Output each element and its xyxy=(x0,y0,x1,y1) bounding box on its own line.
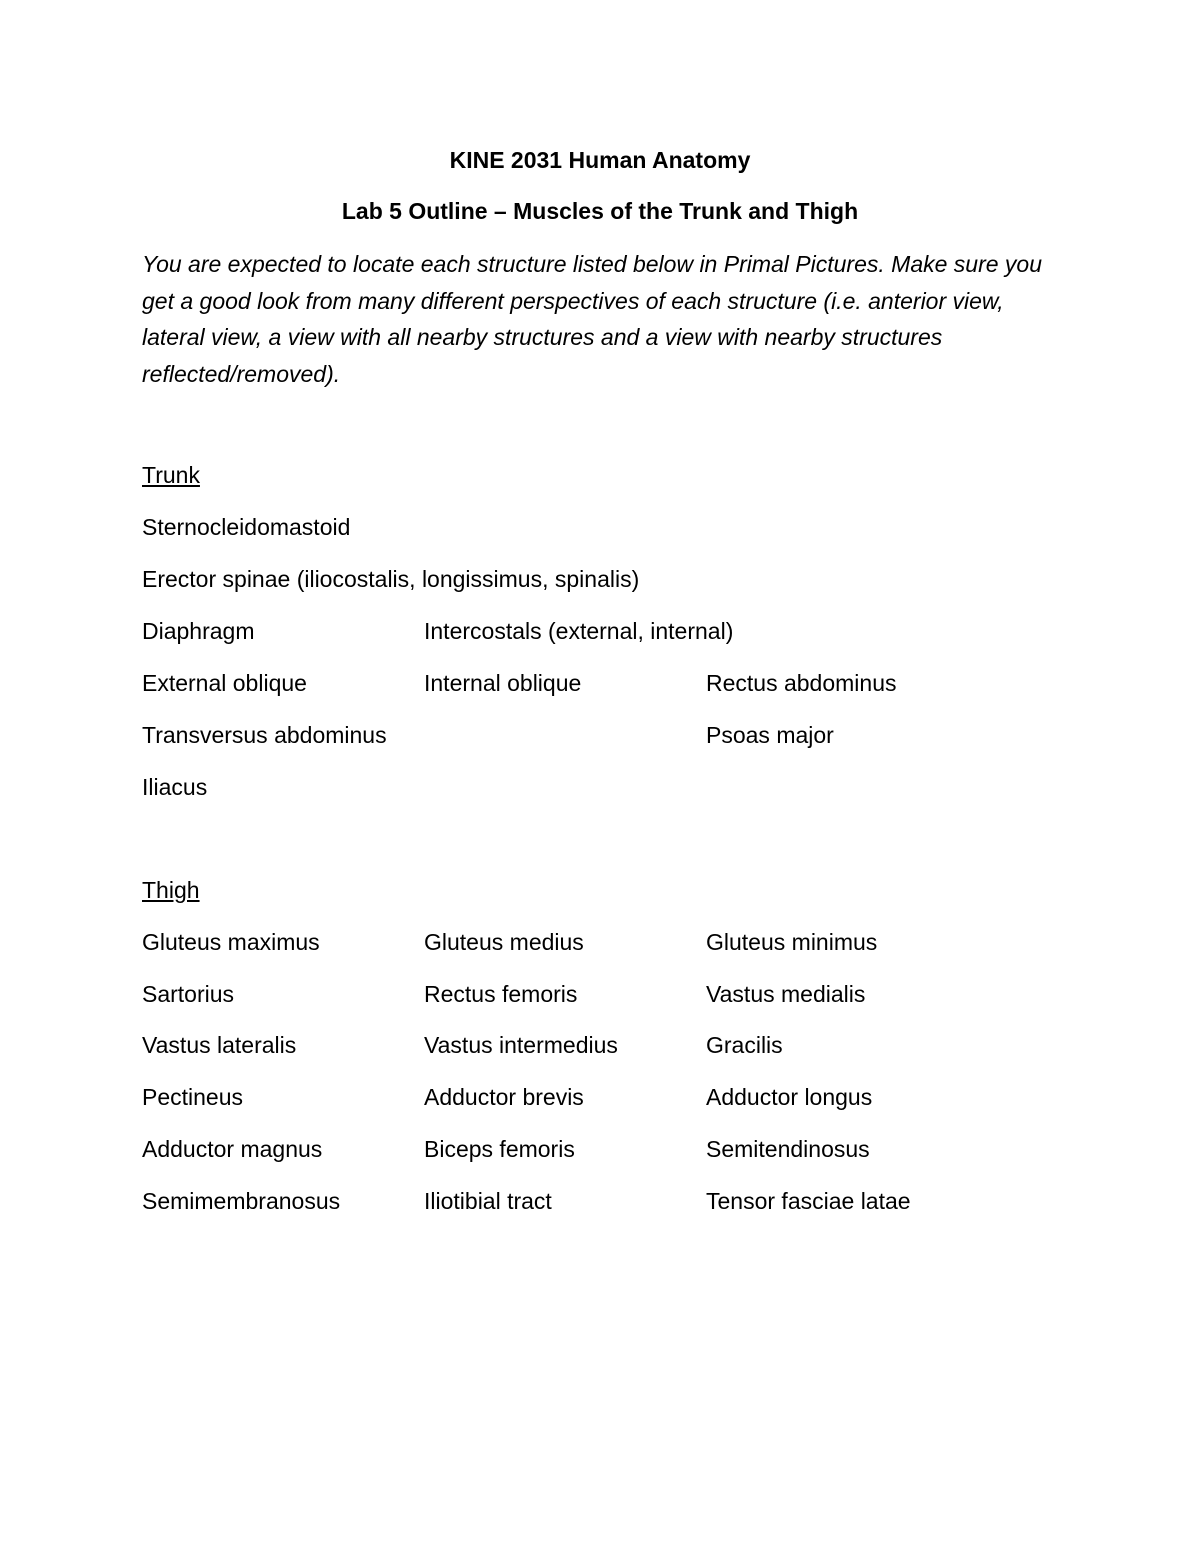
thigh-item: Semitendinosus xyxy=(706,1136,870,1162)
thigh-item: Biceps femoris xyxy=(424,1136,575,1162)
document-title: KINE 2031 Human Anatomy xyxy=(449,147,751,173)
trunk-item: Sternocleidomastoid xyxy=(142,514,351,540)
trunk-item: Psoas major xyxy=(706,722,834,748)
trunk-item: Rectus abdominus xyxy=(706,670,897,696)
thigh-item: Iliotibial tract xyxy=(424,1188,552,1214)
thigh-item: Rectus femoris xyxy=(424,981,578,1007)
thigh-item: Vastus lateralis xyxy=(142,1032,297,1058)
thigh-item: Gluteus maximus xyxy=(142,929,320,955)
document-subtitle: Lab 5 Outline – Muscles of the Trunk and Thigh xyxy=(341,198,859,224)
intro-paragraph: You are expected to locate each structure listed below in Primal Pictures. Make sure you get a good look from many different perspectives of each structure (i.e. anterior view, lateral view, a view with all nearby structures and a view with nearby structures reflected/removed). xyxy=(142,251,1043,387)
thigh-item: Vastus medialis xyxy=(706,981,866,1007)
thigh-item: Gracilis xyxy=(706,1032,783,1058)
thigh-item: Sartorius xyxy=(142,981,235,1007)
trunk-item: Internal oblique xyxy=(424,670,582,696)
thigh-item: Gluteus medius xyxy=(424,929,584,955)
thigh-item: Tensor fasciae latae xyxy=(706,1188,911,1214)
thigh-item: Vastus intermedius xyxy=(424,1032,618,1058)
thigh-item: Gluteus minimus xyxy=(706,929,878,955)
trunk-item: Diaphragm xyxy=(142,618,255,644)
trunk-item: Transversus abdominus xyxy=(142,722,387,748)
thigh-item: Adductor brevis xyxy=(424,1084,584,1110)
trunk-item: Iliacus xyxy=(142,774,208,800)
thigh-item: Adductor magnus xyxy=(142,1136,323,1162)
trunk-item: External oblique xyxy=(142,670,307,696)
thigh-item: Pectineus xyxy=(142,1084,244,1110)
trunk-item: Erector spinae (iliocostalis, longissimus, spinalis) xyxy=(142,566,640,592)
thigh-item: Adductor longus xyxy=(706,1084,873,1110)
thigh-item: Semimembranosus xyxy=(142,1188,341,1214)
trunk-heading: Trunk xyxy=(142,462,200,488)
thigh-heading: Thigh xyxy=(142,877,200,903)
trunk-item: Intercostals (external, internal) xyxy=(424,618,734,644)
